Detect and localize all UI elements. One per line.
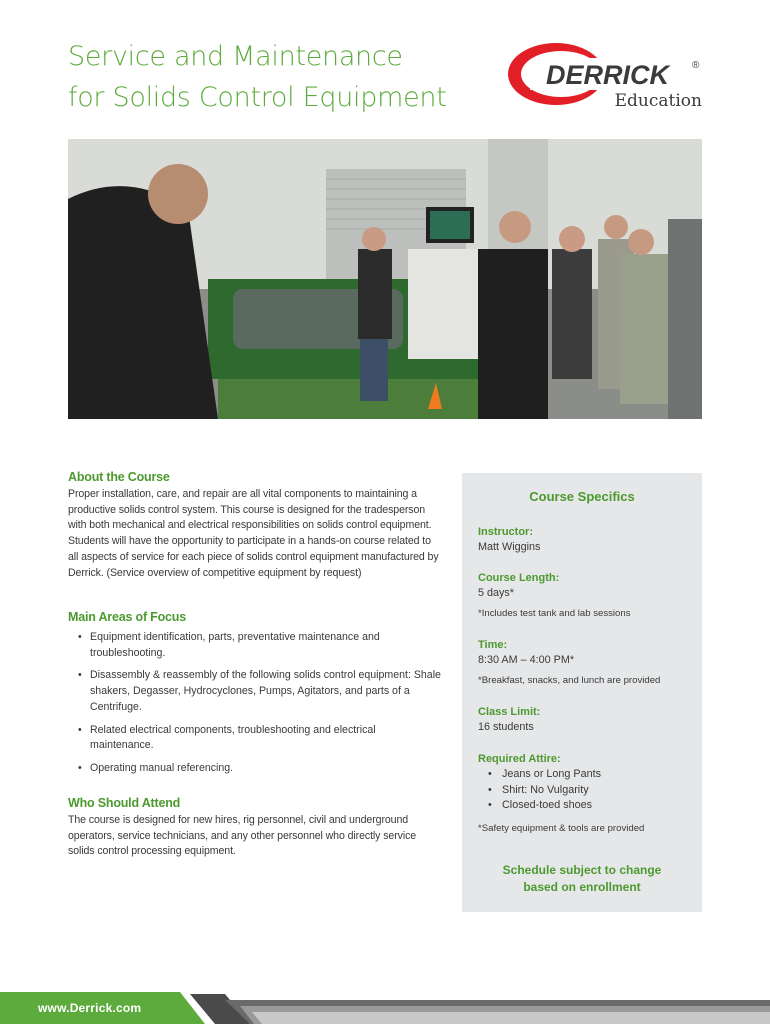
limit-block bbox=[478, 705, 693, 735]
training-photo bbox=[68, 139, 702, 419]
attire-note: *Safety equipment & tools are provided bbox=[478, 822, 645, 834]
about-body: Proper installation, care, and repair are all vital components to maintaining a productive solids control system. This course is designed for the tradesperson with both mechanical and electrical responsibilities on solids control equipment. Students will have the opportunity to participate in a hands-on course related to all aspects of service for each piece of solids control equipment manufactured by Derrick. (Service overview of competitive equipment by request) bbox=[68, 488, 439, 579]
instructor-block bbox=[478, 525, 693, 555]
logo-brand-text: DERRICK bbox=[546, 60, 670, 90]
instructor-label: Instructor: bbox=[478, 526, 533, 538]
list-item: • Shirt: No Vulgarity bbox=[488, 783, 589, 796]
logo-sub-text: Education bbox=[614, 91, 702, 111]
focus-list bbox=[68, 630, 442, 777]
list-item: • Disassembly & reassembly of the following solids control equipment: Shale shakers, Degasser, Hydrocyclones, Pumps, Agitators, and parts of a Centrifuge. bbox=[78, 669, 441, 713]
attire-label: Required Attire: bbox=[478, 753, 561, 765]
attend-heading: Who Should Attend bbox=[68, 796, 181, 810]
schedule-line-1: Schedule subject to change bbox=[502, 863, 662, 877]
list-item: • Closed-toed shoes bbox=[488, 799, 593, 811]
about-section bbox=[68, 470, 442, 581]
course-specifics-panel bbox=[462, 473, 702, 912]
time-block bbox=[478, 638, 693, 688]
time-value: 8:30 AM – 4:00 PM* bbox=[478, 654, 575, 666]
footer-url[interactable]: www.Derrick.com bbox=[38, 1001, 142, 1015]
list-item: • Operating manual referencing. bbox=[78, 761, 234, 774]
limit-value: 16 students bbox=[478, 721, 534, 733]
length-label: Course Length: bbox=[478, 572, 560, 584]
schedule-line-2: based on enrollment bbox=[523, 880, 641, 894]
length-value: 5 days* bbox=[478, 587, 515, 599]
derrick-education-logo bbox=[506, 40, 706, 112]
focus-section bbox=[68, 610, 442, 784]
focus-heading: Main Areas of Focus bbox=[68, 610, 186, 624]
time-label: Time: bbox=[478, 639, 508, 651]
length-note: *Includes test tank and lab sessions bbox=[478, 608, 631, 619]
list-item: • Jeans or Long Pants bbox=[488, 768, 602, 780]
list-item: • Related electrical components, troubleshooting and electrical maintenance. bbox=[78, 723, 376, 752]
attire-block bbox=[478, 752, 693, 836]
list-item: • Equipment identification, parts, preventative maintenance and troubleshooting. bbox=[78, 631, 380, 659]
length-block bbox=[478, 571, 693, 621]
about-heading: About the Course bbox=[68, 470, 170, 484]
title-line-1: Service and Maintenance bbox=[68, 41, 403, 72]
specifics-heading: Course Specifics bbox=[529, 489, 635, 504]
time-note: *Breakfast, snacks, and lunch are provided bbox=[478, 675, 661, 686]
limit-label: Class Limit: bbox=[478, 706, 541, 718]
schedule-note bbox=[462, 862, 702, 896]
logo-registered-mark: ® bbox=[692, 60, 700, 71]
attend-body: The course is designed for new hires, rig personnel, civil and underground operators, service technicians, and any other personnel who directly service solids control processing equipment. bbox=[68, 814, 417, 858]
title-line-2: for Solids Control Equipment bbox=[68, 82, 447, 113]
instructor-value: Matt Wiggins bbox=[478, 541, 541, 553]
attend-section bbox=[68, 796, 442, 860]
attire-list bbox=[478, 767, 693, 814]
page-title bbox=[68, 36, 488, 118]
